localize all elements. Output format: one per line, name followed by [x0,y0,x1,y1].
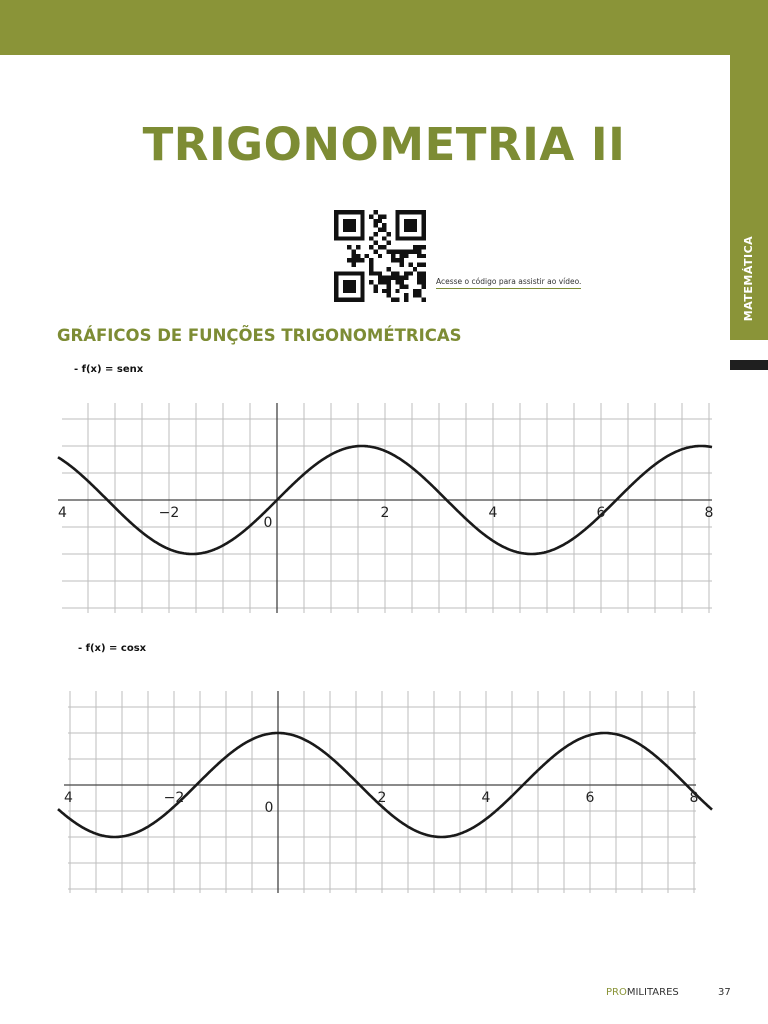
qr-caption: Acesse o código para assistir ao vídeo. [436,277,581,289]
x-tick-label: 0 [264,800,274,816]
x-tick-label: 6 [596,505,606,521]
x-tick-label: 4 [481,790,491,806]
x-tick-label: 4 [488,505,498,521]
footer-brand [606,987,679,998]
page-title: TRIGONOMETRIA II [142,118,626,171]
subject-side-tab [730,55,768,340]
x-tick-label: −2 [158,505,180,521]
x-tick-label: 4 [64,790,73,806]
footer-brand-rest: MILITARES [626,987,679,998]
sine-graph [0,395,740,620]
x-tick-label: 2 [380,505,390,521]
x-tick-label: 8 [689,790,699,806]
x-tick-label: −2 [163,790,185,806]
subject-tab-label: MATEMÁTICA [742,235,756,322]
section-title: GRÁFICOS DE FUNÇÕES TRIGONOMÉTRICAS [57,326,462,345]
cosine-graph [0,683,740,908]
x-tick-label: 8 [704,505,714,521]
side-marker-bar [730,360,768,370]
x-tick-label: 2 [377,790,387,806]
top-header-band [0,0,768,55]
page-number: 37 [718,987,731,998]
cosine-function-label: - f(x) = cosx [78,643,147,654]
footer-brand-pro: PRO [606,987,627,998]
qr-code-icon[interactable] [334,210,426,302]
x-tick-label: 0 [263,515,273,531]
sine-function-label: - f(x) = senx [74,364,144,375]
x-tick-label: 6 [585,790,595,806]
x-tick-label: 4 [58,505,67,521]
